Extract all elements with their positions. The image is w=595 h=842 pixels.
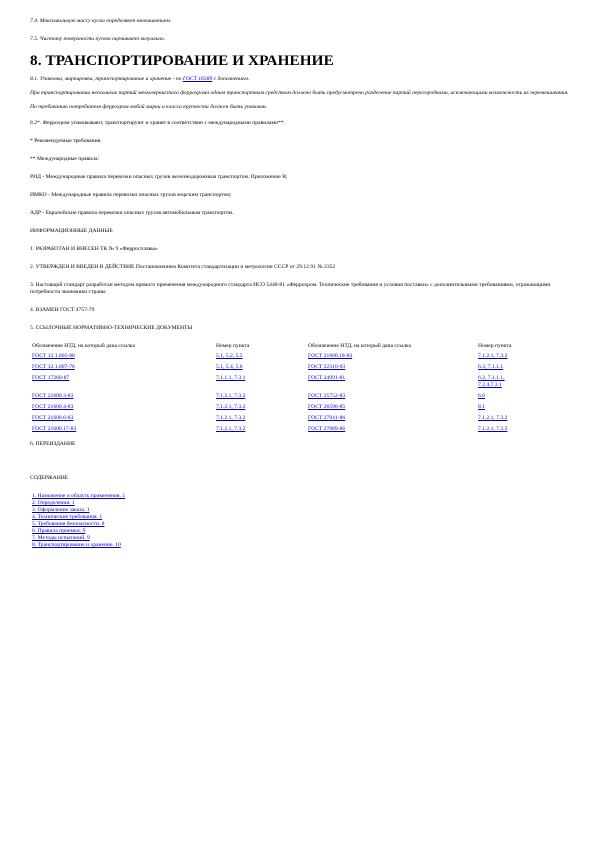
point-link[interactable]: 5.1, 5.2, 5.5	[216, 353, 243, 359]
clause-7-5: 7.5. Чистоту поверхности кусков оценивают визуально.	[30, 36, 166, 42]
info-heading: ИНФОРМАЦИОННЫЕ ДАННЫЕ	[30, 228, 113, 234]
info-item-4: 4. ВЗАМЕН ГОСТ 4757-79	[30, 307, 95, 313]
doc-link[interactable]: ГОСТ 21600.17-83	[32, 426, 77, 432]
doc-link[interactable]: ГОСТ 21600.18-83	[308, 353, 353, 359]
point-link[interactable]: 8.1	[478, 404, 485, 410]
toc-item-definitions[interactable]: 2. Определения. 1	[32, 500, 75, 506]
section-title: 8. ТРАНСПОРТИРОВАНИЕ И ХРАНЕНИЕ	[30, 52, 334, 69]
point-link[interactable]: 7.1.2.1, 7.3.2	[216, 426, 246, 432]
header-point-2: Номер пункта	[478, 343, 512, 349]
doc-link[interactable]: ГОСТ 12.1.005-88	[32, 353, 75, 359]
doc-link[interactable]: ГОСТ 25752-83	[308, 393, 346, 399]
doc-link[interactable]: ГОСТ 27089-86	[308, 426, 346, 432]
table-row	[30, 393, 565, 404]
doc-link[interactable]: ГОСТ 26590-85	[308, 404, 346, 410]
table-row	[30, 404, 565, 415]
contents-heading: СОДЕРЖАНИЕ	[30, 475, 69, 481]
imko-rule: ИМКО - Международные правила перевозки опасных грузов морским транспортом;	[30, 192, 232, 198]
point-link[interactable]: 6.3, 7.1.1.1	[478, 364, 504, 370]
info-item-2: 2. УТВЕРЖДЕН И ВВЕДЕН В ДЕЙСТВИЕ Постановлением Комитета стандартизации и метрологии СССР от 29.12.91 № 2352	[30, 264, 336, 270]
point-link[interactable]: 7.1.2.1, 7.3.2	[478, 353, 508, 359]
doc-link[interactable]: ГОСТ 27041-86	[308, 415, 346, 421]
doc-link[interactable]: ГОСТ 21600.3-83	[32, 393, 74, 399]
table-of-contents	[30, 493, 575, 549]
customer-paragraph: По требованию потребителя феррохром любой марки и класса крупности должен быть упакован.	[30, 104, 268, 110]
point-link[interactable]: 7.1.2.1, 7.3.2	[216, 404, 246, 410]
table-row	[30, 426, 565, 437]
point-link[interactable]: 7.1.2.1, 7.3.2	[216, 393, 246, 399]
clause-8-2: 8.2*. Феррохром упаковывают, транспортируют и хранят в соответствии с международными правилами**.	[30, 120, 286, 126]
doc-link[interactable]: ГОСТ 21600.6-83	[32, 415, 74, 421]
gost-16589-link[interactable]: ГОСТ 16589	[182, 76, 213, 82]
info-item-6: 6. ПЕРЕИЗДАНИЕ	[30, 441, 76, 447]
adr-rule: АДР - Европейские правила перевозки опасных грузов автомобильным транспортом.	[30, 210, 234, 216]
document-page	[30, 18, 575, 549]
header-doc-1: Обозначение НТД, на который дана ссылка	[32, 343, 136, 349]
header-doc-2: Обозначение НТД, на который дана ссылка	[308, 343, 412, 349]
table-row	[30, 353, 565, 364]
references-table	[30, 343, 565, 437]
toc-item-technical-requirements[interactable]: 4. Технические требования. 1	[32, 514, 103, 520]
point-link[interactable]: 6.6	[478, 393, 485, 399]
clause-8-1	[30, 76, 575, 83]
clause-8-1-text: 8.1. Упаковка, маркировка, транспортирование и хранение - по	[30, 76, 183, 82]
info-item-5: 5. ССЫЛОЧНЫЕ НОРМАТИВНО-ТЕХНИЧЕСКИЕ ДОКУМЕНТЫ	[30, 325, 193, 331]
point-link[interactable]: 5.1, 5.4, 5.6	[216, 364, 243, 370]
doc-link[interactable]: ГОСТ 21600.4-83	[32, 404, 74, 410]
doc-link[interactable]: ГОСТ 12.1.007-76	[32, 364, 75, 370]
doc-link[interactable]: ГОСТ 22310-93	[308, 364, 346, 370]
info-item-3: 3. Настоящий стандарт разработан методом прямого применения международного стандарта ИСО 5448-81 «Феррохром. Технические требования и условия поставки» с дополнительными требованиями, отражающими потребности экономики страны	[30, 282, 551, 295]
table-header-row	[30, 343, 565, 353]
point-link[interactable]: 7.1.2.1, 7.3.2	[216, 415, 246, 421]
point-link[interactable]: 7.1.2.1, 7.3.2	[478, 426, 508, 432]
toc-item-safety[interactable]: 5. Требования безопасности. 8	[32, 521, 105, 527]
clause-8-1-tail: с дополнением.	[212, 76, 250, 82]
point-link[interactable]: 7.1.1.1, 7.3.1	[216, 375, 246, 381]
doc-link[interactable]: ГОСТ 17260-87	[32, 375, 70, 381]
toc-item-acceptance[interactable]: 6. Правила приемки. 9	[32, 528, 86, 534]
table-row	[30, 375, 565, 393]
doc-link[interactable]: ГОСТ 24991-81	[308, 375, 346, 381]
transport-paragraph: При транспортировании нескольких партий мелкозернистого феррохрома одним транспортным средством должно быть предусмотрено разделение партий перегородками, исключающими возможность их перемешивания.	[30, 90, 569, 96]
clause-7-4: 7.4. Максимальную массу куска определяют взвешиванием.	[30, 18, 172, 24]
table-row	[30, 415, 565, 426]
header-point-1: Номер пункта	[216, 343, 250, 349]
toc-item-transport-storage[interactable]: 8. Транспортирование и хранение. 10	[32, 542, 121, 548]
toc-item-test-methods[interactable]: 7. Методы испытаний. 9	[32, 535, 90, 541]
footnote-recommended: * Рекомендуемые требования.	[30, 138, 102, 144]
table-row	[30, 364, 565, 375]
rid-rule: РИД - Международные правила перевозки опасных грузов железнодорожным транспортом. Приложение В;	[30, 174, 288, 180]
point-link[interactable]: 6.2, 7.1.1.1, 7.2.4.7.3.1	[478, 375, 505, 388]
toc-item-purpose[interactable]: 1. Назначение и область применения. 1	[32, 493, 126, 499]
footnote-international: ** Международные правила:	[30, 156, 100, 162]
info-item-1: 1. РАЗРАБОТАН И ВНЕСЕН ТК № 9 «Ферросплавы»	[30, 246, 158, 252]
toc-item-ordering[interactable]: 3. Оформление заказа. 1	[32, 507, 90, 513]
point-link[interactable]: 7.1.2.1, 7.3.2	[478, 415, 508, 421]
